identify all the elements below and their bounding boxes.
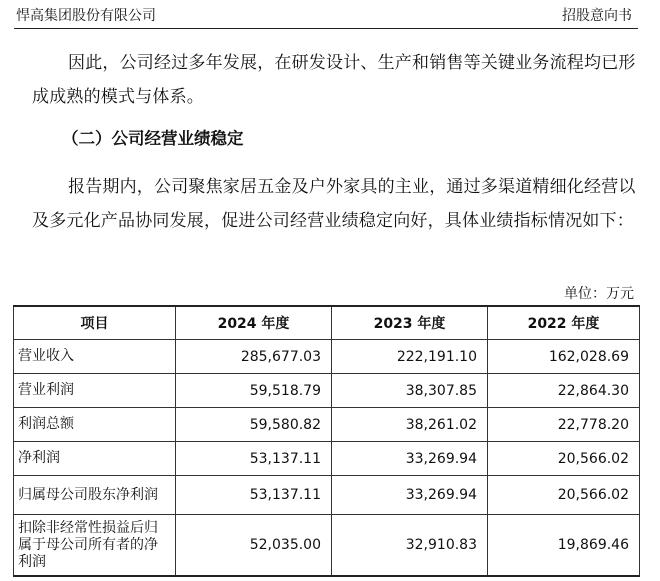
- value-2022: 20,566.02: [488, 476, 640, 515]
- column-header-2024: 2024 年度: [176, 306, 332, 340]
- value-2023: 33,269.94: [332, 442, 488, 476]
- column-header-item: 项目: [14, 306, 176, 340]
- value-2024: 59,518.79: [176, 374, 332, 408]
- page-header: [14, 8, 638, 29]
- row-label: 净利润: [14, 442, 176, 476]
- company-name: 悍高集团股份有限公司: [16, 8, 156, 24]
- row-label: 营业收入: [14, 340, 176, 374]
- row-label: 扣除非经常性损益后归属于母公司所有者的净利润: [14, 515, 176, 577]
- table-row: [14, 408, 640, 442]
- table-row: [14, 442, 640, 476]
- performance-table: [13, 305, 640, 577]
- value-2024: 53,137.11: [176, 442, 332, 476]
- value-2024: 53,137.11: [176, 476, 332, 515]
- value-2023: 38,307.85: [332, 374, 488, 408]
- table-row: [14, 340, 640, 374]
- section-heading: （二）公司经营业绩稳定: [62, 129, 244, 148]
- table-row: [14, 515, 640, 577]
- row-label: 利润总额: [14, 408, 176, 442]
- row-label: 营业利润: [14, 374, 176, 408]
- value-2023: 222,191.10: [332, 340, 488, 374]
- value-2022: 19,869.46: [488, 515, 640, 577]
- unit-label: 单位：万元: [564, 286, 634, 302]
- value-2022: 22,864.30: [488, 374, 640, 408]
- paragraph-2: [32, 170, 637, 238]
- document-type: 招股意向书: [562, 8, 632, 24]
- value-2022: 20,566.02: [488, 442, 640, 476]
- table-row: [14, 476, 640, 515]
- value-2023: 32,910.83: [332, 515, 488, 577]
- value-2022: 22,778.20: [488, 408, 640, 442]
- value-2023: 38,261.02: [332, 408, 488, 442]
- table-header-row: [14, 306, 640, 340]
- value-2023: 33,269.94: [332, 476, 488, 515]
- value-2024: 285,677.03: [176, 340, 332, 374]
- value-2024: 59,580.82: [176, 408, 332, 442]
- value-2022: 162,028.69: [488, 340, 640, 374]
- paragraph-1: [32, 46, 637, 114]
- column-header-2023: 2023 年度: [332, 306, 488, 340]
- table-row: [14, 374, 640, 408]
- column-header-2022: 2022 年度: [488, 306, 640, 340]
- value-2024: 52,035.00: [176, 515, 332, 577]
- paragraph-1-text: 因此，公司经过多年发展，在研发设计、生产和销售等关键业务流程均已形成成熟的模式与体系。: [32, 53, 636, 107]
- row-label: 归属母公司股东净利润: [14, 476, 176, 515]
- paragraph-2-text: 报告期内，公司聚焦家居五金及户外家具的主业，通过多渠道精细化经营以及多元化产品协同发展，促进公司经营业绩稳定向好，具体业绩指标情况如下：: [32, 177, 636, 231]
